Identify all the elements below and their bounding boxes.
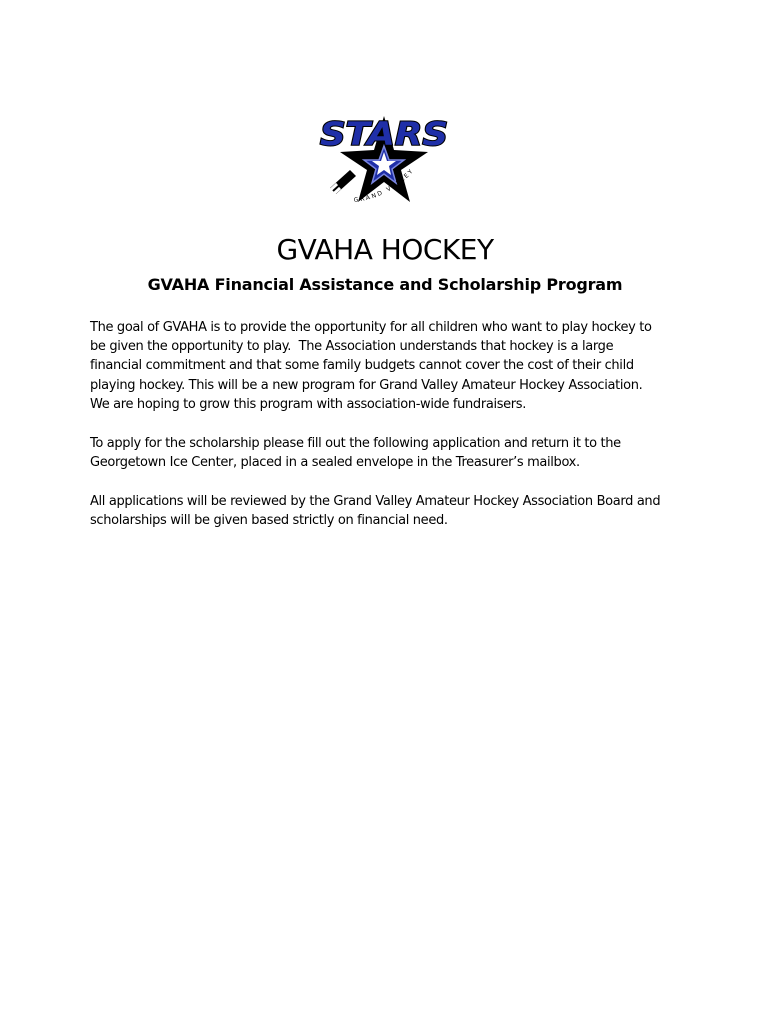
paragraph-line: financial commitment and that some family budgets cannot cover the cost of their child bbox=[90, 358, 634, 374]
page-subtitle: GVAHA Financial Assistance and Scholarship Program bbox=[147, 275, 623, 294]
stars-logo-graphic bbox=[316, 112, 452, 206]
paragraph-apply bbox=[90, 434, 685, 472]
logo-arc-text: GRAND VALLEY bbox=[353, 166, 416, 205]
paragraph-line: To apply for the scholarship please fill out the following application and return it to the bbox=[90, 436, 621, 451]
logo-wordmark: STARS bbox=[320, 115, 448, 153]
stars-logo bbox=[316, 112, 452, 206]
paragraph-line: Georgetown Ice Center, placed in a sealed envelope in the Treasurer’s mailbox. bbox=[90, 455, 580, 471]
hockey-stick-icon bbox=[330, 170, 356, 194]
page-title: GVAHA HOCKEY bbox=[276, 233, 494, 266]
paragraph-review bbox=[90, 492, 685, 530]
paragraph-line: playing hockey. This will be a new program for Grand Valley Amateur Hockey Association. bbox=[90, 377, 643, 393]
paragraph-goal bbox=[90, 318, 685, 414]
paragraph-line: All applications will be reviewed by the Grand Valley Amateur Hockey Association Board and bbox=[90, 494, 661, 509]
paragraph-line: scholarships will be given based strictly on financial need. bbox=[90, 513, 448, 529]
paragraph-line: be given the opportunity to play. The Association understands that hockey is a large bbox=[90, 339, 614, 355]
paragraph-line: The goal of GVAHA is to provide the opportunity for all children who want to play hockey to bbox=[90, 320, 652, 335]
paragraph-line: We are hoping to grow this program with association-wide fundraisers. bbox=[90, 396, 526, 412]
